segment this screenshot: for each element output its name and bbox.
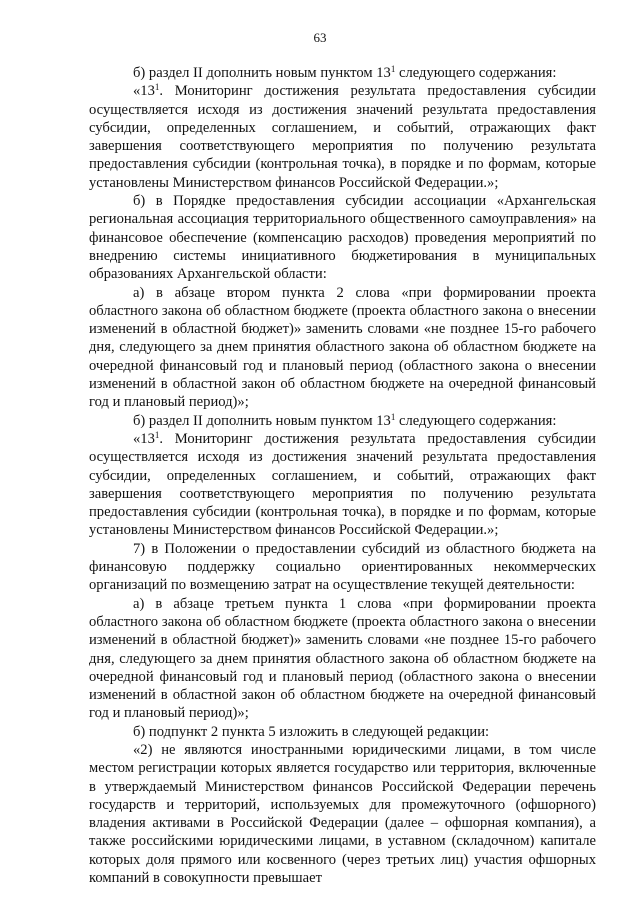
paragraph-9: б) подпункт 2 пункта 5 изложить в следующей редакции: (133, 723, 490, 740)
paragraph-4: а) в абзаце втором пункта 2 слова «при формировании проекта областного закона об областном бюджете (проекта областного закона о внесении изменений в областной бюджет)» заменить словами «не позднее 15-го рабочего дня, следующего за днем принятия областного закона об областном бюджете на очередной финансовый год и плановый период (областного закона о внесении изменений в областной закон об областном бюджете на очередной финансовый год и плановый период)»; (89, 284, 596, 411)
document-body (89, 64, 596, 887)
paragraph-6: «$13^1$. Мониторинг достижения результата предоставления субсидии осуществляется исходя из достижения значений результата предоставления субсидии, определенных соглашением, и событий, отражающих факт завершения соответствующего мероприятия по получению результата предоставления субсидии (контрольная точка), в порядке и по формам, которые установлены Министерством финансов Российской Федерации.»; (89, 429, 596, 539)
paragraph-10: «2) не являются иностранными юридическими лицами, в том числе местом регистрации которых является государство или территория, включенные в утверждаемый Министерством финансов Российской Федерации перечень государств и территорий, используемых для промежуточного (офшорного) владения активами в Российской Федерации (далее – офшорная компания), а также российскими юридическими лицами, в уставном (складочном) капитале которых доля прямого или косвенного (через третьих лиц) участия офшорных компаний в совокупности превышает (89, 741, 596, 887)
paragraph-7: 7) в Положении о предоставлении субсидий из областного бюджета на финансовую поддержку социально ориентированных некоммерческих организаций по возмещению затрат на осуществление текущей деятельности: (89, 540, 596, 594)
page-number: 63 (313, 30, 327, 45)
paragraph-8: а) в абзаце третьем пункта 1 слова «при формировании проекта областного закона об областном бюджете (проекта областного закона о внесении изменений в областной бюджет)» заменить словами «не позднее 15-го рабочего дня, следующего за днем принятия областного закона об областном бюджете на очередной финансовый год и плановый период (областного закона о внесении изменений в областной закон об областном бюджете на очередной финансовый год и плановый период)»; (89, 595, 596, 722)
paragraph-1: б) раздел II дополнить новым пунктом $13^1$ следующего содержания: (133, 64, 557, 81)
paragraph-3: б) в Порядке предоставления субсидии ассоциации «Архангельская региональная ассоциация территориального общественного самоуправления» на финансовое обеспечение (компенсацию расходов) проведения мероприятий по внедрению системы инициативного бюджетирования в муниципальных образованиях Архангельской области: (89, 193, 596, 283)
paragraph-5: б) раздел II дополнить новым пунктом $13^1$ следующего содержания: (133, 411, 557, 429)
paragraph-2: «$13^1$. Мониторинг достижения результата предоставления субсидии осуществляется исходя из достижения значений результата предоставления субсидии, определенных соглашением, и событий, отражающих факт завершения соответствующего мероприятия по получению результата предоставления субсидии (контрольная точка), в порядке и по формам, которые установлены Министерством финансов Российской Федерации.»; (89, 82, 596, 191)
